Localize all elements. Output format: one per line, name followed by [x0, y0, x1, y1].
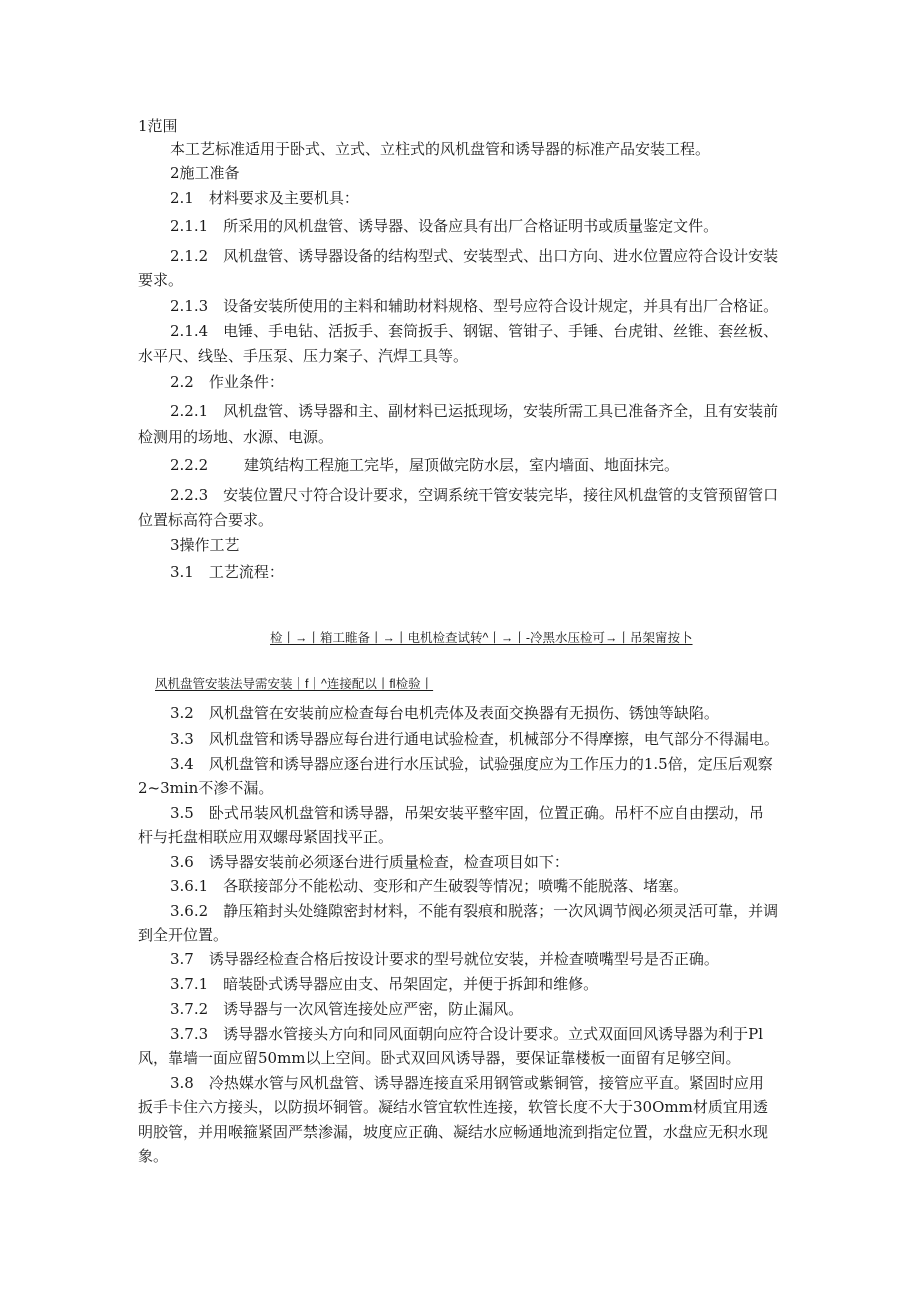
para-3-6-1: 3.6.1 各联接部分不能松动、变形和产生破裂等情况；喷嘴不能脱落、堵塞。	[170, 877, 689, 895]
process-flow-line-2: 风机盘管安装法导需安装｜f｜^连接配以丨fl检验丨	[155, 677, 434, 691]
para-2-2: 2.2 作业条件：	[170, 373, 284, 391]
para-3-7-2: 3.7.2 诱导器与一次风管连接处应严密，防止漏风。	[170, 1000, 524, 1018]
para-3-7: 3.7 诱导器经检查合格后按设计要求的型号就位安装，并检查喷嘴型号是否正确。	[170, 950, 719, 968]
para-2-2-3-line1: 2.2.3 安装位置尺寸符合设计要求，空调系统干管安装完毕，接往风机盘管的支管预留管口	[170, 486, 779, 504]
para-3-8-line1: 3.8 冷热媒水管与风机盘管、诱导器连接直采用钢管或紫铜管，接管应平直。紧固时应用	[170, 1074, 764, 1092]
para-2-1-4-line1: 2.1.4 电锤、手电钻、活扳手、套筒扳手、钢锯、管钳子、手锤、台虎钳、丝锥、套丝板、	[170, 322, 779, 340]
para-3-2: 3.2 风机盘管在安装前应检查每台电机壳体及表面交换器有无损伤、锈蚀等缺陷。	[170, 704, 719, 722]
section-1-title: 1范围	[138, 117, 178, 135]
para-2-1: 2.1 材料要求及主要机具：	[170, 189, 359, 207]
para-3-8-line3: 明胶管，并用喉箍紧固严禁渗漏，坡度应正确、凝结水应畅通地流到指定位置，水盘应无积水现	[138, 1123, 769, 1141]
para-3-5-line1: 3.5 卧式吊装风机盘管和诱导器，吊架安装平整牢固，位置正确。吊杆不应自由摆动，吊	[170, 804, 764, 822]
para-2-1-3: 2.1.3 设备安装所使用的主料和辅助材料规格、型号应符合设计规定，并具有出厂合格证。	[170, 297, 779, 315]
section-2-title: 2施工准备	[170, 164, 240, 182]
para-2-1-1: 2.1.1 所采用的风机盘管、诱导器、设备应具有出厂合格证明书或质量鉴定文件。	[170, 217, 719, 235]
section-3-title: 3操作工艺	[170, 536, 240, 554]
para-2-2-3-line2: 位置标高符合要求。	[138, 511, 274, 529]
para-3-3: 3.3 风机盘管和诱导器应每台进行通电试验检查，机械部分不得摩擦，电气部分不得漏电。	[170, 730, 779, 748]
para-3-8-line2: 扳手卡住六方接头，以防损坏铜管。凝结水管宜软性连接，软管长度不大于30Omm材质宜用透	[138, 1098, 768, 1116]
para-2-1-2-line1: 2.1.2 风机盘管、诱导器设备的结构型式、安装型式、出口方向、进水位置应符合设计安装	[170, 247, 779, 265]
para-2-2-2-text: 建筑结构工程施工完毕，屋顶做完防水层，室内墙面、地面抹完。	[244, 456, 680, 474]
section-1-body: 本工艺标准适用于卧式、立式、立柱式的风机盘管和诱导器的标准产品安装工程。	[170, 140, 711, 158]
para-3-4-line1: 3.4 风机盘管和诱导器应逐台进行水压试验，试验强度应为工作压力的1.5倍，定压后观察	[170, 755, 773, 773]
para-3-7-1: 3.7.1 暗装卧式诱导器应由支、吊架固定，并便于拆卸和维修。	[170, 975, 599, 993]
para-2-2-2-number: 2.2.2	[170, 456, 209, 474]
para-3-6-2-line2: 到全开位置。	[138, 926, 229, 944]
para-2-2-1-line2: 检测用的场地、水源、电源。	[138, 428, 334, 446]
process-flow-line-1: 检丨→丨箱工睢备丨→丨电机检查试转^丨→丨-冷黑水压检可→丨吊架甯按卜	[270, 631, 693, 645]
para-3-1: 3.1 工艺流程：	[170, 563, 284, 581]
para-3-8-line4: 象。	[138, 1147, 169, 1165]
para-3-4-line2: 2~3min不渗不漏。	[138, 779, 274, 797]
para-3-6: 3.6 诱导器安装前必须逐台进行质量检查，检查项目如下：	[170, 853, 569, 871]
para-3-7-3-line1: 3.7.3 诱导器水管接头方向和同风面朝向应符合设计要求。立式双面回风诱导器为利于Pl	[170, 1025, 764, 1043]
para-2-1-4-line2: 水平尺、线坠、手压泵、压力案子、汽焊工具等。	[138, 347, 469, 365]
para-3-6-2-line1: 3.6.2 静压箱封头处缝隙密封材料，不能有裂痕和脱落；一次风调节阀必须灵活可靠，并调	[170, 902, 779, 920]
para-3-5-line2: 杆与托盘相联应用双螺母紧固找平正。	[138, 828, 394, 846]
para-2-2-1-line1: 2.2.1 风机盘管、诱导器和主、副材料已运抵现场，安装所需工具已准备齐全，且有安装前	[170, 402, 779, 420]
para-2-2-2	[170, 456, 679, 474]
para-3-7-3-line2: 风，靠墙一面应留50mm以上空间。卧式双回风诱导器，要保证靠楼板一面留有足够空间。	[138, 1049, 741, 1067]
para-2-1-2-line2: 要求。	[138, 271, 184, 289]
